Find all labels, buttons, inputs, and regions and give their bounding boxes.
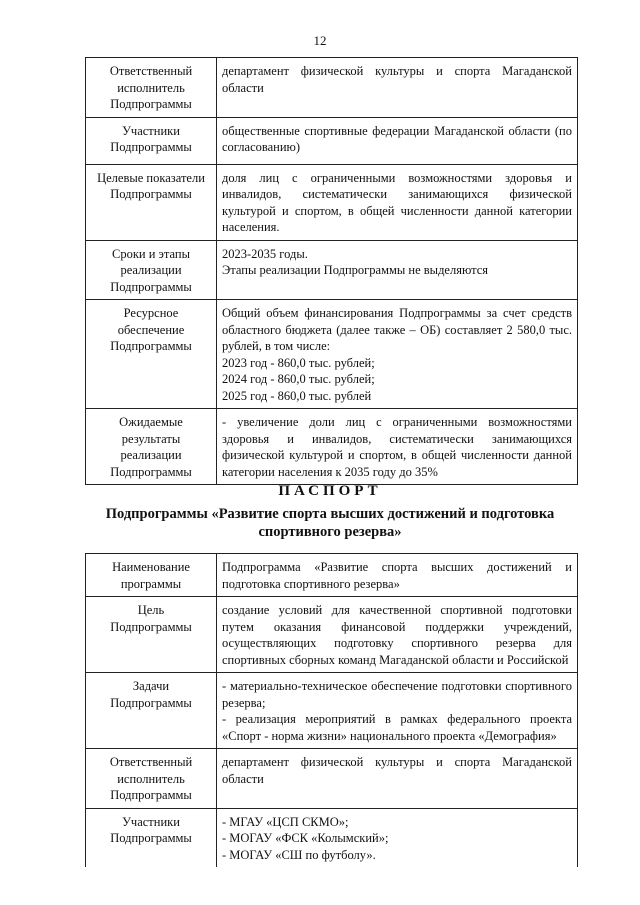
row-label: Ответственный исполнитель Подпрограммы — [86, 58, 217, 118]
row-value: создание условий для качественной спортивной подготовки путем оказания финансовой поддержки учреждений, осуществляющих подготовку спортивного резерва для спортивных сборных команд Магаданской области и Российской — [217, 597, 578, 673]
row-label: Цель Подпрограммы — [86, 597, 217, 673]
subprogram-passport-table-1 — [85, 57, 578, 485]
row-value: департамент физической культуры и спорта Магаданской области — [217, 749, 578, 809]
table-row — [86, 673, 578, 749]
table-row — [86, 117, 578, 164]
row-label: Участники Подпрограммы — [86, 808, 217, 867]
row-value: - материально-техническое обеспечение подготовки спортивного резерва; - реализация мероприятий в рамках федерального проекта «Спорт - норма жизни» национального проекта «Демография» — [217, 673, 578, 749]
row-label: Наименование программы — [86, 554, 217, 597]
row-label: Ожидаемые результаты реализации Подпрограммы — [86, 409, 217, 485]
table-row — [86, 597, 578, 673]
table-row — [86, 749, 578, 809]
row-label: Сроки и этапы реализации Подпрограммы — [86, 240, 217, 300]
page-number: 12 — [313, 33, 327, 48]
row-value: доля лиц с ограниченными возможностями здоровья и инвалидов, систематически занимающихся физической культурой и спортом, в общей численности данной категории населения. — [217, 164, 578, 240]
row-label: Ответственный исполнитель Подпрограммы — [86, 749, 217, 809]
row-value: - увеличение доли лиц с ограниченными возможностями здоровья и инвалидов, систематически занимающихся физической культурой и спортом, в общей численности данной категории населения к 2035 году до 35% — [217, 409, 578, 485]
row-value: департамент физической культуры и спорта Магаданской области — [217, 58, 578, 118]
row-label: Ресурсное обеспечение Подпрограммы — [86, 300, 217, 409]
row-value: 2023-2035 годы. Этапы реализации Подпрограммы не выделяются — [217, 240, 578, 300]
row-label: Участники Подпрограммы — [86, 117, 217, 164]
row-label: Целевые показатели Подпрограммы — [86, 164, 217, 240]
table-row — [86, 554, 578, 597]
row-value: общественные спортивные федерации Магаданской области (по согласованию) — [217, 117, 578, 164]
subprogram-passport-table-2 — [85, 553, 578, 867]
table-row — [86, 164, 578, 240]
table-row — [86, 808, 578, 867]
table-row — [86, 58, 578, 118]
row-value: Подпрограмма «Развитие спорта высших достижений и подготовка спортивного резерва» — [217, 554, 578, 597]
table-row — [86, 300, 578, 409]
passport-heading: ПАСПОРТ — [278, 483, 382, 499]
table-row — [86, 240, 578, 300]
row-label: Задачи Подпрограммы — [86, 673, 217, 749]
table-row — [86, 409, 578, 485]
subprogram-title: Подпрограммы «Развитие спорта высших достижений и подготовка спортивного резерва» — [105, 506, 555, 540]
row-value: - МГАУ «ЦСП СКМО»; - МОГАУ «ФСК «Колымский»; - МОГАУ «СШ по футболу». — [217, 808, 578, 867]
row-value: Общий объем финансирования Подпрограммы за счет средств областного бюджета (далее также – ОБ) составляет 2 580,0 тыс. рублей, в том числе: 2023 год - 860,0 тыс. рублей; 2024 год - 860,0 тыс. рублей; 2025 год - 860,0 тыс. рублей — [217, 300, 578, 409]
